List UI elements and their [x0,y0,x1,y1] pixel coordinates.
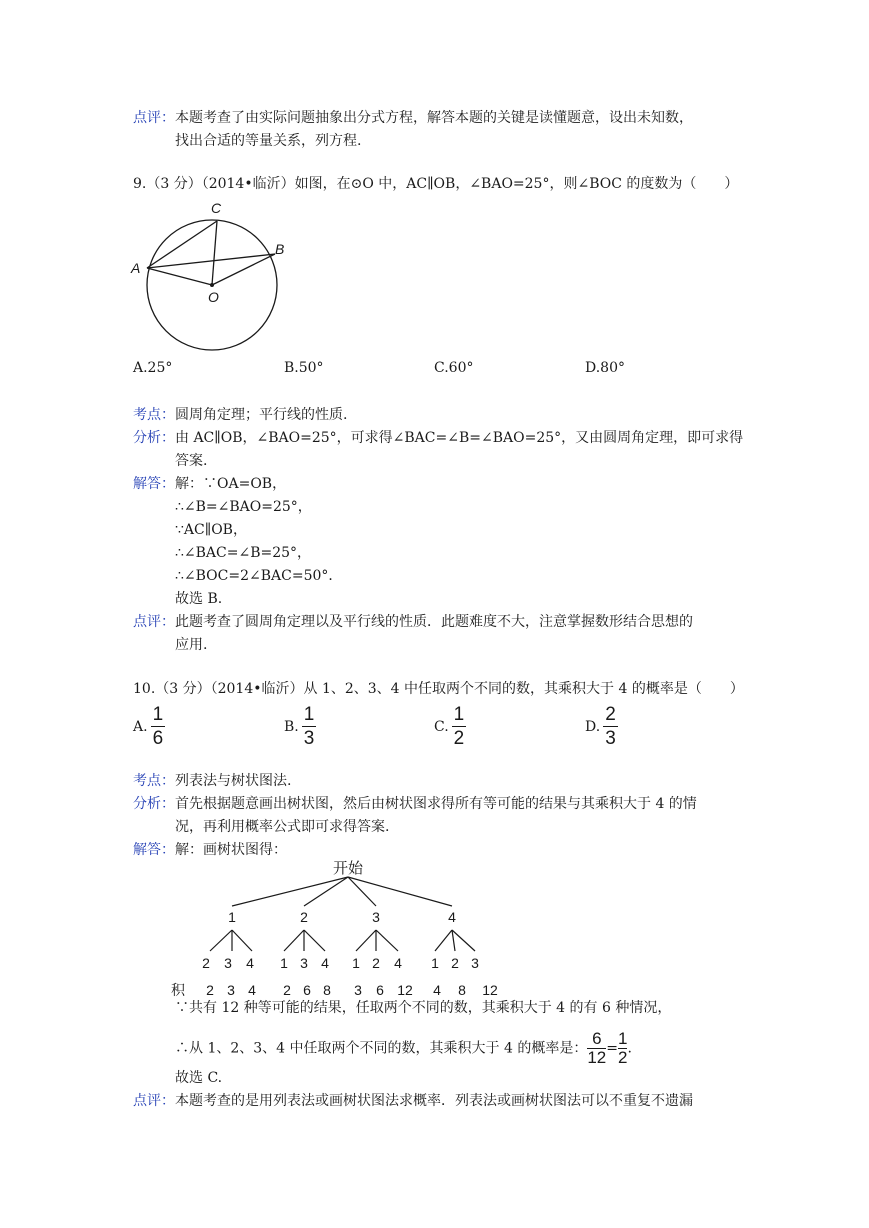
fenxi-line1: 由 AC∥OB，∠BAO=25°，可求得∠BAC=∠B=∠BAO=25°，又由圆周角定理，即可求得 [175,430,744,446]
tree-leaf: 3 [471,955,479,971]
jieda-line: 解：∵OA=OB， [175,476,287,492]
label-b: B [275,241,285,257]
option-fraction [151,705,166,749]
q10-fenxi [133,793,697,815]
segment-oc [212,221,217,285]
tree-leaf: 2 [372,955,380,971]
q9-circle-figure [125,198,295,363]
tree-leaf: 1 [352,955,360,971]
q9-option-a: A.25° [133,360,173,376]
option-fraction [603,705,618,749]
tree-level1-branches [232,877,452,906]
tree-leaf: 2 [202,955,210,971]
jieda-line: ∴∠B=∠BAO=25°， [175,499,312,515]
tree-leaf: 4 [321,955,329,971]
label-c: C [211,200,222,216]
jieda-line: ∴∠BOC=2∠BAC=50°． [175,568,343,584]
numerator: 2 [605,704,616,725]
option-prefix: B. [284,719,299,735]
tree-level2-branches [210,930,475,951]
q9-kaodian [133,404,347,426]
tree-leaf: 2 [451,955,459,971]
numerator: 6 [592,1029,602,1048]
product-value: 8 [323,982,331,998]
q10-line-c: 故选 C. [175,1070,223,1086]
q9-stem: 9.（3 分）（2014•临沂）如图，在⊙O 中，AC∥OB，∠BAO=25°，则∠BOC 的度数为（ ） [133,176,739,192]
q10-option-a [133,705,165,749]
review-label: 点评： [133,110,175,126]
jieda-line: 故选 B. [175,591,223,607]
tree-leaf: 1 [431,955,439,971]
denominator: 2 [453,728,465,749]
product-value: 3 [227,982,235,998]
tree-level2 [202,955,479,971]
q9-jieda-label [133,473,286,495]
tree-products [171,982,498,998]
q9-option-b: B.50° [284,360,324,376]
tree-node: 2 [300,909,308,925]
q9-fenxi [133,427,743,449]
q10-option-b [284,705,316,749]
jieda-line: ∴∠BAC=∠B=25°， [175,545,312,561]
q9-option-c: C.60° [434,360,474,376]
numerator: 1 [453,704,465,725]
option-fraction [452,705,467,749]
tree-root: 开始 [332,860,364,877]
review-label: 点评： [133,1093,175,1109]
segment-ao [147,268,212,285]
numerator: 1 [618,1029,628,1048]
center-dot [210,283,214,287]
q9-dianping [133,611,693,633]
line-b-text: ∴从 1、2、3、4 中任取两个不同的数，其乘积大于 4 的概率是： [175,1040,588,1057]
option-prefix: A. [133,719,148,735]
option-prefix: C. [434,719,449,735]
label-o: O [208,289,219,305]
tree-leaf: 4 [394,955,402,971]
kaodian-text: 圆周角定理；平行线的性质. [175,407,348,423]
tree-node: 1 [228,909,236,925]
product-value: 4 [248,982,256,998]
q10-kaodian [133,770,291,792]
option-fraction [302,705,317,749]
denominator: 3 [605,728,616,749]
dianping-text: 本题考查的是用列表法或画树状图法求概率．列表法或画树状图法可以不重复不遗漏 [175,1093,693,1109]
kaodian-label: 考点： [133,773,175,789]
numerator: 1 [152,704,164,725]
product-value: 6 [376,982,384,998]
tree-leaf: 3 [300,955,308,971]
q10-stem: 10.（3 分）（2014•临沂）从 1、2、3、4 中任取两个不同的数，其乘积大于 4 的概率是（ ） [133,681,744,697]
jieda-line: ∵AC∥OB， [175,522,247,538]
denominator: 2 [618,1048,628,1067]
jieda-label: 解答： [133,842,175,858]
numerator: 1 [303,704,315,725]
tree-node: 3 [372,909,380,925]
fenxi-label: 分析： [133,430,175,446]
q10-fenxi-line2: 况，再利用概率公式即可求得答案. [175,819,390,835]
q10-line-b [175,1030,632,1067]
tree-diagram [170,855,510,1000]
product-value: 3 [354,982,362,998]
review-label: 点评： [133,614,175,630]
fenxi-line1: 首先根据题意画出树状图，然后由树状图求得所有等可能的结果与其乘积大于 4 的情 [175,796,697,812]
q10-dianping [133,1090,693,1112]
label-a: A [131,260,141,276]
q8-review [133,107,693,129]
period: . [627,1040,632,1057]
q8-review-line1: 本题考查了由实际问题抽象出分式方程，解答本题的关键是读懂题意，设出未知数， [175,110,693,126]
product-value: 12 [482,982,498,998]
tree-leaf: 1 [280,955,288,971]
kaodian-text: 列表法与树状图法. [175,773,292,789]
tree-leaf: 3 [224,955,232,971]
equals-sign: = [606,1040,618,1057]
tree-leaf: 4 [246,955,254,971]
kaodian-label: 考点： [133,407,175,423]
tree-node: 4 [448,909,456,925]
product-value: 2 [283,982,291,998]
tree-level1 [228,909,456,925]
fenxi-label: 分析： [133,796,175,812]
denominator: 12 [587,1048,607,1067]
result-fraction-1 [587,1030,606,1067]
product-value: 4 [433,982,441,998]
product-value: 2 [206,982,214,998]
segment-ab [147,254,275,268]
option-prefix: D. [585,719,601,735]
q10-option-d [585,705,618,749]
denominator: 6 [152,728,164,749]
product-value: 6 [303,982,311,998]
product-label: 积 [171,982,185,998]
q10-option-c [434,705,466,749]
q9-dianping-line2: 应用. [175,637,208,653]
denominator: 3 [303,728,315,749]
product-value: 8 [458,982,466,998]
jieda-line: 解：画树状图得： [175,842,287,858]
dianping-line1: 此题考查了圆周角定理以及平行线的性质．此题难度不大，注意掌握数形结合思想的 [175,614,693,630]
q9-option-d: D.80° [585,360,625,376]
product-value: 12 [397,982,413,998]
q8-review-line2: 找出合适的等量关系，列方程. [175,133,362,149]
q9-fenxi-line2: 答案. [175,453,208,469]
segment-ob [212,254,275,285]
jieda-label: 解答： [133,476,175,492]
q10-line-a: ∵共有 12 种等可能的结果，任取两个不同的数，其乘积大于 4 的有 6 种情况， [175,1000,672,1016]
